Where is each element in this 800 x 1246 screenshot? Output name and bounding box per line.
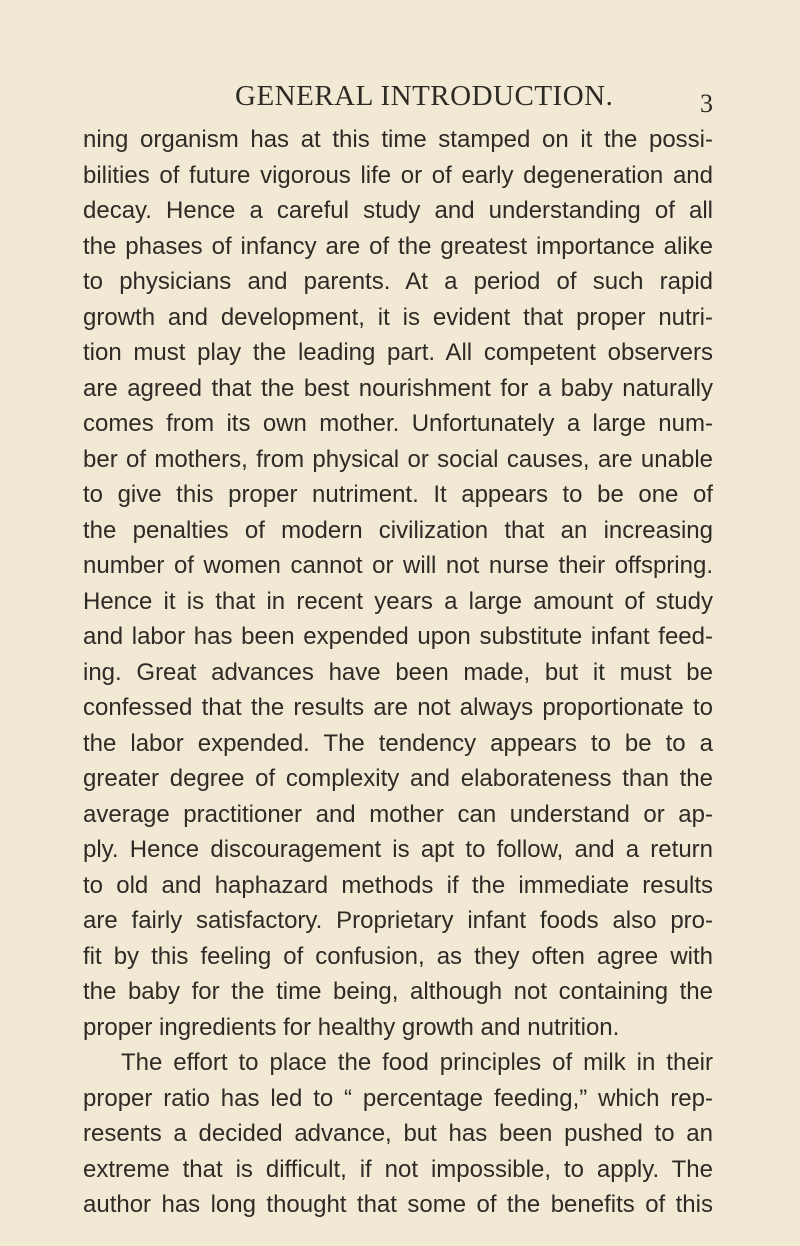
page-number: 3 [700, 89, 713, 118]
paragraph [83, 1045, 713, 1223]
text-line: Hence it is that in recent years a large amount of study [83, 587, 713, 615]
text-line: to old and haphazard methods if the immediate results [83, 871, 713, 899]
text-line: ing. Great advances have been made, but it must be [83, 658, 713, 686]
text-line: are agreed that the best nourishment for a baby naturally [83, 374, 713, 402]
text-line: to physicians and parents. At a period of such rapid [83, 268, 713, 295]
text-line: growth and development, it is evident that proper nutri- [83, 303, 713, 331]
text-line: ning organism has at this time stamped on it the possi- [83, 126, 713, 153]
text-line: fit by this feeling of confusion, as they often agree with [83, 942, 713, 970]
text-line: resents a decided advance, but has been pushed to an [83, 1120, 713, 1147]
text-line: the labor expended. The tendency appears to be to a [83, 729, 713, 757]
text-line: author has long thought that some of the benefits of this [83, 1191, 713, 1218]
text-line: to give this proper nutriment. It appears to be one of [83, 481, 713, 508]
text-line: and labor has been expended upon substitute infant feed- [83, 623, 713, 650]
text-line: the phases of infancy are of the greatest importance alike [83, 232, 713, 260]
text-line: ply. Hence discouragement is apt to follow, and a return [83, 836, 713, 863]
text-line: average practitioner and mother can understand or ap- [83, 800, 713, 828]
text-line: are fairly satisfactory. Proprietary infant foods also pro- [83, 907, 713, 934]
text-line: The effort to place the food principles of milk in their [121, 1049, 713, 1076]
text-line: decay. Hence a careful study and understanding of all [83, 197, 713, 224]
text-line: ber of mothers, from physical or social causes, are unable [83, 445, 713, 473]
text-line: proper ratio has led to “ percentage feeding,” which rep- [83, 1084, 713, 1112]
running-title: GENERAL INTRODUCTION. [235, 80, 614, 112]
text-line: proper ingredients for healthy growth and nutrition. [83, 1013, 620, 1041]
body-text [83, 122, 713, 1223]
text-line: the baby for the time being, although not containing the [83, 978, 713, 1005]
text-line: extreme that is difficult, if not impossible, to apply. The [83, 1155, 713, 1183]
text-line: the penalties of modern civilization that an increasing [83, 516, 713, 544]
running-head [0, 78, 800, 118]
text-line: tion must play the leading part. All competent observers [83, 339, 713, 366]
text-line: number of women cannot or will not nurse their offspring. [83, 552, 713, 579]
text-line: greater degree of complexity and elaborateness than the [83, 765, 713, 792]
paragraph [83, 122, 713, 1045]
text-line: comes from its own mother. Unfortunately a large num- [83, 410, 713, 437]
text-line: confessed that the results are not always proportionate to [83, 694, 713, 721]
text-line: bilities of future vigorous life or of early degeneration and [83, 161, 713, 189]
